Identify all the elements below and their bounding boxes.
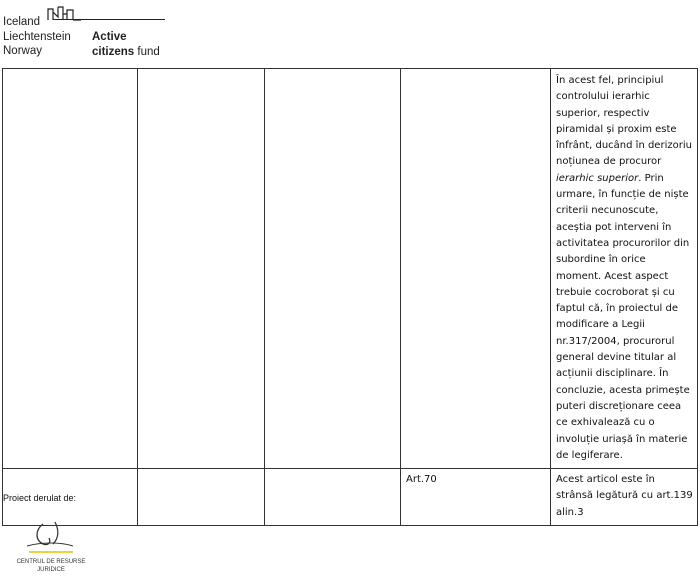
crj-logo-text-line1: CENTRUL DE RESURSE bbox=[16, 559, 86, 565]
logo-country-norway: Norway bbox=[3, 45, 42, 57]
comment-text-part1: În acest fel, principiul controlului ierarhic superior, respectiv piramidal și proxim este înfrânt, ducând în derizoriu noțiunea de procuror bbox=[556, 75, 692, 168]
logo-countries bbox=[3, 15, 71, 59]
crj-logo bbox=[15, 520, 87, 578]
logo-country-liechtenstein: Liechtenstein bbox=[3, 30, 71, 43]
comment-text-part2: . Prin urmare, în funcție de niște criterii necunoscute, aceștia pot interveni în activitatea procurorilor din subordine în orice moment. Acest aspect trebuie cocroborat și cu faptul că, în proiectul de modificare a Legii nr.317/2004, procurorul general devine titular al acțiunii disciplinare. În concluzie, acesta primește puteri discreționare ceea ce exhivalează cu o involuție uriașă în materie de legiferare. bbox=[556, 172, 690, 461]
logo-word-fund: fund bbox=[137, 45, 160, 58]
table-cell-comment bbox=[551, 69, 698, 469]
logo-word-citizens: citizens bbox=[92, 45, 135, 58]
logo-country-iceland: Iceland bbox=[3, 16, 41, 28]
table-cell bbox=[401, 69, 551, 469]
table-cell bbox=[265, 469, 401, 526]
table-cell-article: Art.70 bbox=[401, 469, 551, 526]
crj-emblem-icon bbox=[15, 520, 87, 558]
table-cell bbox=[138, 469, 265, 526]
logo-word-active: Active bbox=[92, 31, 127, 43]
table-cell bbox=[265, 69, 401, 469]
table-row bbox=[3, 469, 698, 526]
active-citizens-fund-logo bbox=[3, 3, 163, 59]
crj-logo-text-line2: JURIDICE bbox=[37, 567, 65, 573]
legislation-table bbox=[2, 68, 698, 526]
table-row bbox=[3, 69, 698, 469]
table-cell bbox=[3, 69, 138, 469]
comment-text-italic: ierarhic superior bbox=[556, 172, 639, 184]
logo-fund-name bbox=[92, 30, 160, 59]
table-cell bbox=[138, 69, 265, 469]
project-by-label: Proiect derulat de: bbox=[3, 493, 77, 503]
table-cell-comment: Acest articol este în strânsă legătură cu art.139 alin.3 bbox=[551, 469, 698, 526]
crj-logo-text bbox=[15, 558, 87, 574]
